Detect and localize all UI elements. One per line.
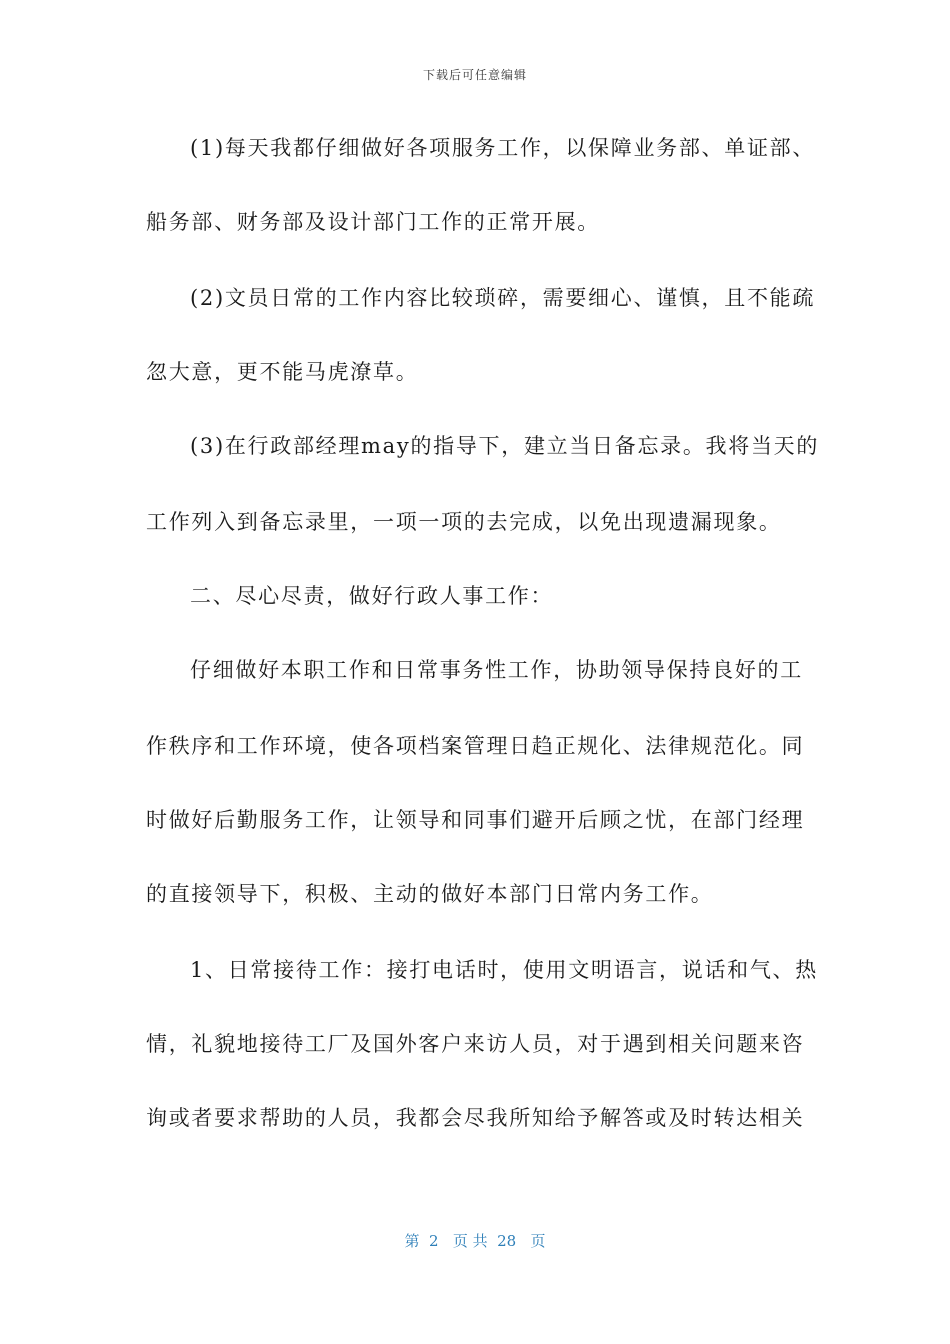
page-header-note: 下载后可任意编辑: [422, 68, 527, 82]
paragraph-line: 情，礼貌地接待工厂及国外客户来访人员，对于遇到相关问题来咨: [146, 1032, 805, 1056]
paragraph-line: 作秩序和工作环境，使各项档案管理日趋正规化、法律规范化。同: [146, 734, 805, 758]
paragraph-line: (2)文员日常的工作内容比较琐碎，需要细心、谨慎，且不能疏: [190, 286, 816, 310]
paragraph-line: 询或者要求帮助的人员，我都会尽我所知给予解答或及时转达相关: [146, 1106, 805, 1130]
paragraph-line: 工作列入到备忘录里，一项一项的去完成，以免出现遗漏现象。: [146, 510, 782, 534]
paragraph-line: 1、日常接待工作：接打电话时，使用文明语言，说话和气、热: [190, 958, 818, 982]
page-number-footer: 第 2 页 共 28 页: [404, 1232, 546, 1250]
paragraph-line: 船务部、财务部及设计部门工作的正常开展。: [146, 210, 600, 234]
paragraph-line: 时做好后勤服务工作，让领导和同事们避开后顾之忧，在部门经理: [146, 808, 805, 832]
paragraph-line: 忽大意，更不能马虎潦草。: [146, 360, 419, 384]
paragraph-line: 仔细做好本职工作和日常事务性工作，协助领导保持良好的工: [190, 658, 803, 682]
section-heading: 二、尽心尽责，做好行政人事工作：: [190, 584, 554, 608]
paragraph-line: (3)在行政部经理may的指导下，建立当日备忘录。我将当天的: [190, 434, 820, 458]
paragraph-line: (1)每天我都仔细做好各项服务工作，以保障业务部、单证部、: [190, 136, 816, 160]
paragraph-line: 的直接领导下，积极、主动的做好本部门日常内务工作。: [146, 882, 714, 906]
